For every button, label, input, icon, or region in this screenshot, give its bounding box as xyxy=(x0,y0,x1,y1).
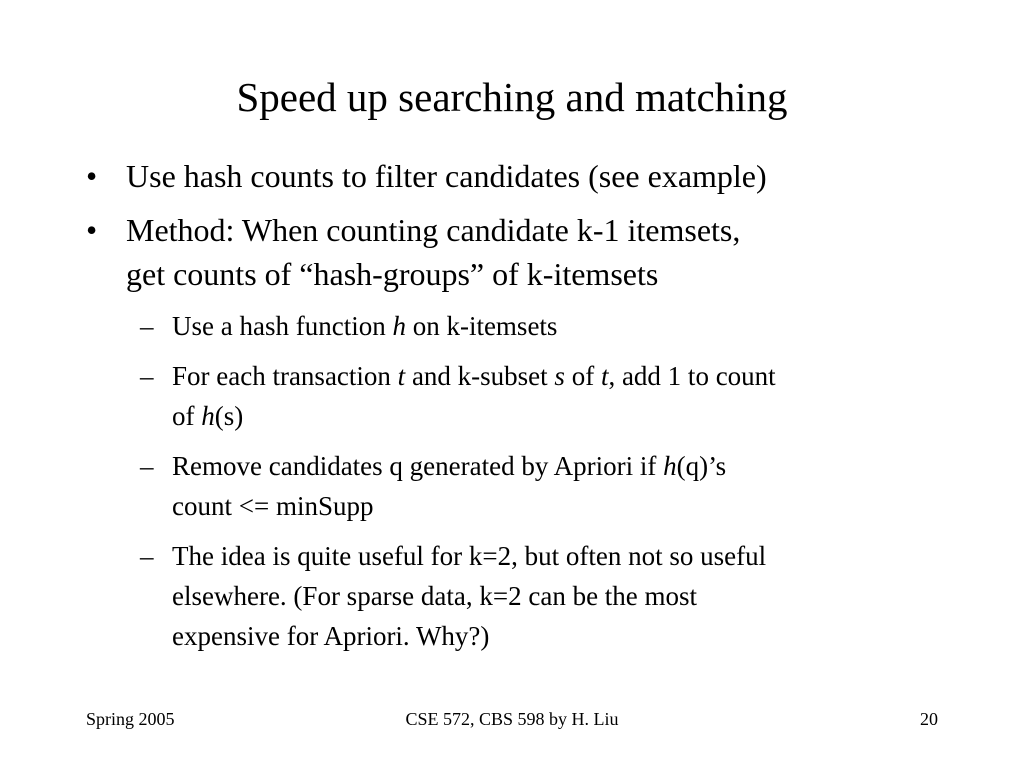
dash-mark: – xyxy=(140,541,154,571)
footer-course: CSE 572, CBS 598 by H. Liu xyxy=(405,709,619,729)
footer-date: Spring 2005 xyxy=(86,709,175,729)
sub-bullet-item xyxy=(86,536,966,656)
bullet-text-line: get counts of “hash-groups” of k-itemsets xyxy=(126,256,659,292)
sub-bullet-item xyxy=(86,356,966,436)
slide-title: Speed up searching and matching xyxy=(236,74,788,120)
sub-text: The idea is quite useful for k=2, but often not so useful elsewhere. (For sparse data, k=2 can be the most expensive for Apriori. Why?) xyxy=(172,541,767,651)
bullet-mark: • xyxy=(86,212,98,248)
sub-bullet-item xyxy=(86,306,966,346)
dash-mark: – xyxy=(140,311,154,341)
sub-text: For each transaction t and k-subset s of t, add 1 to count of h(s) xyxy=(172,361,776,431)
bullet-text-line: Method: When counting candidate k-1 itemsets, xyxy=(126,212,741,248)
footer-page-number: 20 xyxy=(920,709,938,729)
sub-text: Use a hash function h on k-itemsets xyxy=(172,311,558,341)
dash-mark: – xyxy=(140,361,154,391)
bullet-text: Use hash counts to filter candidates (see example) xyxy=(126,158,767,194)
bullet-item xyxy=(86,208,966,296)
bullet-mark: • xyxy=(86,158,98,194)
sub-bullet-item xyxy=(86,446,966,526)
sub-text: Remove candidates q generated by Apriori if h(q)’s count <= minSupp xyxy=(172,451,727,521)
slide-content xyxy=(86,154,966,666)
dash-mark: – xyxy=(140,451,154,481)
bullet-item xyxy=(86,154,966,198)
